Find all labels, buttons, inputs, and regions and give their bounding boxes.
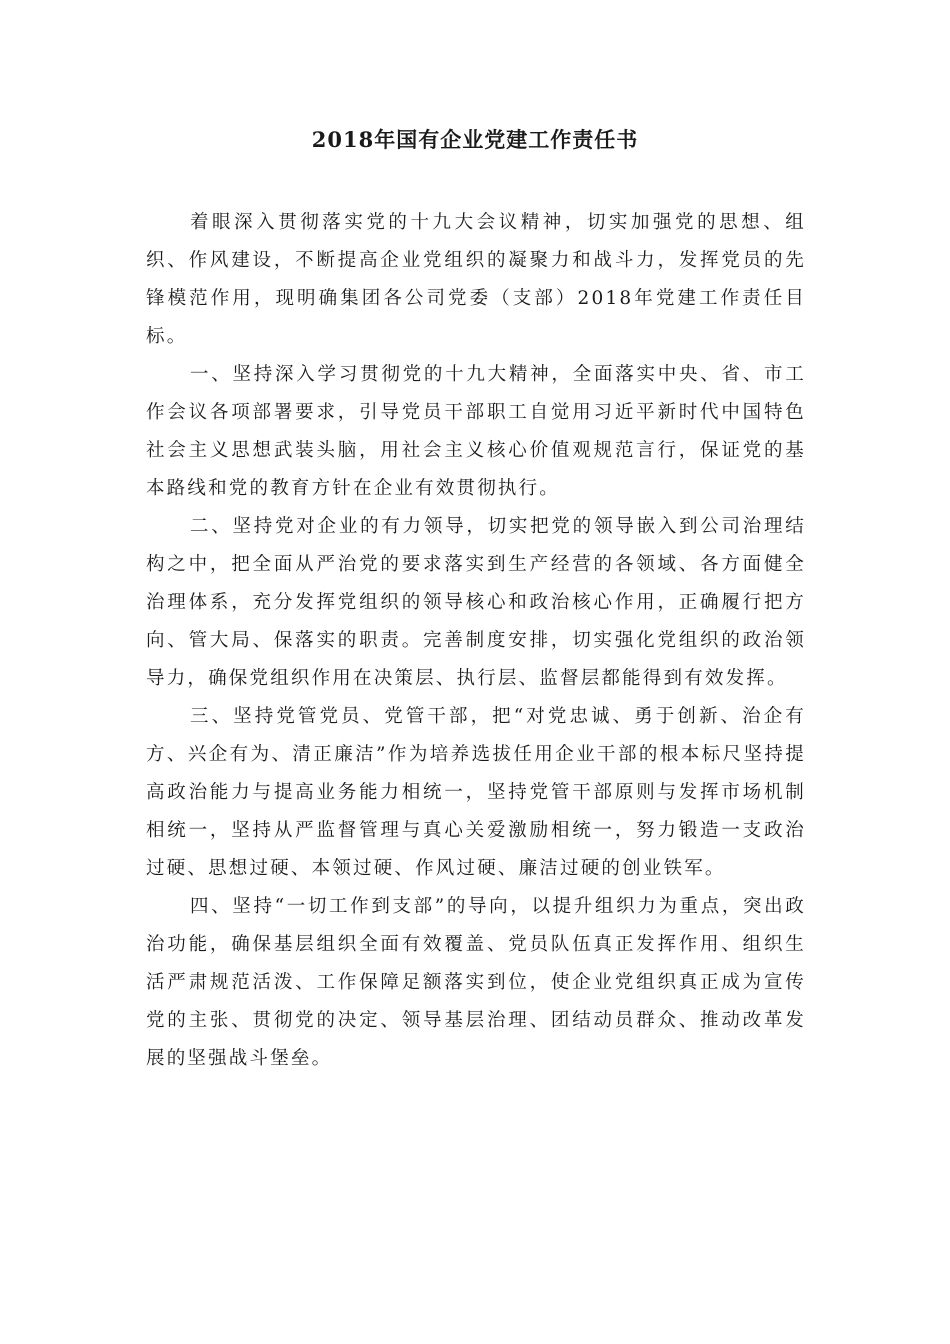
paragraph-item-4: 四、坚持“一切工作到支部”的导向，以提升组织力为重点，突出政治功能，确保基层组织全面有效覆盖、党员队伍真正发挥作用、组织生活严肃规范活泼、工作保障足额落实到位，使企业党组织真正成为宣传党的主张、贯彻党的决定、领导基层治理、团结动员群众、推动改革发展的坚强战斗堡垒。: [146, 896, 806, 1069]
paragraph-item-2: 二、坚持党对企业的有力领导，切实把党的领导嵌入到公司治理结构之中，把全面从严治党的要求落实到生产经营的各领域、各方面健全治理体系，充分发挥党组织的领导核心和政治核心作用，正确履行把方向、管大局、保落实的职责。完善制度安排，切实强化党组织的政治领导力，确保党组织作用在决策层、执行层、监督层都能得到有效发挥。: [146, 516, 806, 689]
paragraph-item-3: 三、坚持党管党员、党管干部，把“对党忠诚、勇于创新、治企有方、兴企有为、清正廉洁”作为培养选拔任用企业干部的根本标尺坚持提高政治能力与提高业务能力相统一，坚持党管干部原则与发挥市场机制相统一，坚持从严监督管理与真心关爱激励相统一，努力锻造一支政治过硬、思想过硬、本领过硬、作风过硬、廉洁过硬的创业铁军。: [146, 706, 806, 879]
document-body: [146, 204, 806, 1078]
paragraph-item-1: 一、坚持深入学习贯彻党的十九大精神，全面落实中央、省、市工作会议各项部署要求，引导党员干部职工自觉用习近平新时代中国特色社会主义思想武装头脑，用社会主义核心价值观规范言行，保证党的基本路线和党的教育方针在企业有效贯彻执行。: [146, 364, 806, 499]
intro-paragraph: 着眼深入贯彻落实党的十九大会议精神，切实加强党的思想、组织、作风建设，不断提高企业党组织的凝聚力和战斗力，发挥党员的先锋模范作用，现明确集团各公司党委（支部）2018年党建工作责任目标。: [146, 212, 806, 347]
document-title: 2018年国有企业党建工作责任书: [311, 127, 639, 152]
